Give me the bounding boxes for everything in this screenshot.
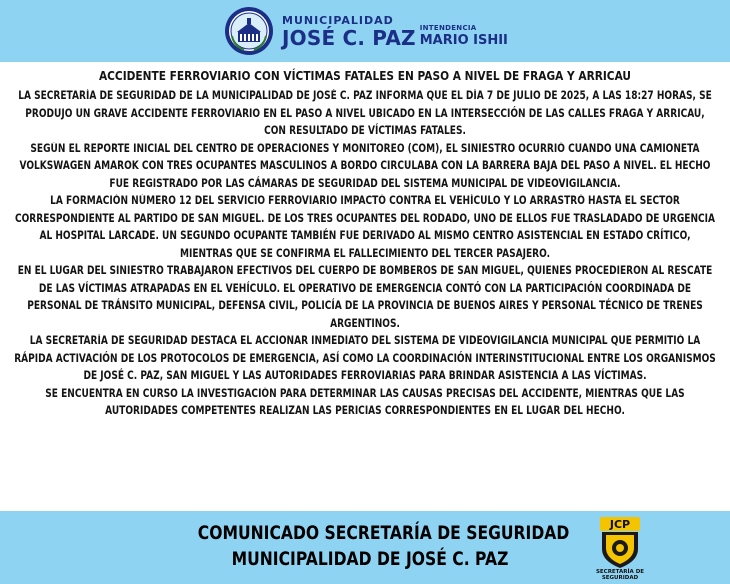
brand-intendente-name: MARIO ISHII	[419, 32, 508, 48]
municipal-seal-icon	[224, 6, 274, 56]
brand-city-name: JOSÉ C. PAZ	[282, 25, 416, 50]
paragraph: LA SECRETARÍA DE SEGURIDAD DESTACA EL ACCIONAR INMEDIATO DEL SISTEMA DE VIDEOVIGILANCIA MUNICIPAL QUE PERMITIÓ LA RÁPIDA ACTIVACIÓN DE LOS PROTOCOLOS DE EMERGENCIA, ASÍ COMO LA COORDINACIÓN INTERINSTITUCIONAL ENTRE LOS ORGANISMOS DE JOSÉ C. PAZ, SAN MIGUEL Y LAS AUTORIDADES FERROVIARIAS PARA BRINDAR ASISTENCIA A LAS VÍCTIMAS.	[14, 334, 716, 382]
badge-caption-line-1: SECRETARÍA DE	[595, 569, 645, 575]
footer-title	[160, 520, 580, 572]
press-release-body	[6, 66, 724, 420]
brand-intendencia-label: INTENDENCIA	[419, 23, 477, 32]
footer-title-line-2: MUNICIPALIDAD DE JOSÉ C. PAZ	[231, 548, 509, 570]
paragraph: SEGÚN EL REPORTE INICIAL DEL CENTRO DE OPERACIONES Y MONITOREO (COM), EL SINIESTRO OCURRIÓ CUANDO UNA CAMIONETA VOLKSWAGEN AMAROK CON TRES OCUPANTES MASCULINOS A BORDO CIRCULABA CON LA BARRERA BAJA DEL PASO A NIVEL. EL HECHO FUE REGISTRADO POR LAS CÁMARAS DE SEGURIDAD DEL SISTEMA MUNICIPAL DE VIDEOVIGILANCIA.	[19, 141, 711, 190]
paragraph: EN EL LUGAR DEL SINIESTRO TRABAJARON EFECTIVOS DEL CUERPO DE BOMBEROS DE SAN MIGUEL, QUIENES PROCEDIERON AL RESCATE DE LAS VÍCTIMAS ATRAPADAS EN EL VEHÍCULO. EL OPERATIVO DE EMERGENCIA CONTÓ CON LA PARTICIPACIÓN COORDINADA DE PERSONAL DE TRÁNSITO MUNICIPAL, DEFENSA CIVIL, POLICÍA DE LA PROVINCIA DE BUENOS AIRES Y PERSONAL TÉCNICO DE TRENES ARGENTINOS.	[17, 264, 713, 330]
brand-text	[282, 15, 508, 48]
badge-caption	[590, 569, 650, 581]
press-release-headline: ACCIDENTE FERROVIARIO CON VÍCTIMAS FATALES EN PASO A NIVEL DE FRAGA Y ARRICAU	[98, 68, 632, 83]
badge-caption-line-2: SEGURIDAD	[601, 575, 639, 581]
footer-title-line-1: COMUNICADO SECRETARÍA DE SEGURIDAD	[197, 522, 570, 544]
badge-jcp-text: JCP	[609, 518, 631, 531]
paragraph: SE ENCUENTRA EN CURSO LA INVESTIGACIÓN PARA DETERMINAR LAS CAUSAS PRECISAS DEL ACCIDENTE, MIENTRAS QUE LAS AUTORIDADES COMPETENTES REALIZAN LAS PERICIAS CORRESPONDIENTES EN EL LUGAR DEL HECHO.	[45, 386, 685, 417]
footer-bar	[0, 511, 730, 584]
paragraph: LA FORMACIÓN NÚMERO 12 DEL SERVICIO FERROVIARIO IMPACTÓ CONTRA EL VEHÍCULO Y LO ARRASTRÓ HASTA EL SECTOR CORRESPONDIENTE AL PARTIDO DE SAN MIGUEL. DE LOS TRES OCUPANTES DEL RODADO, UNO DE ELLOS FUE TRASLADADO DE URGENCIA AL HOSPITAL LARCADE. UN SEGUNDO OCUPANTE TAMBIÉN FUE DERIVADO AL MISMO CENTRO ASISTENCIAL EN ESTADO CRÍTICO, MIENTRAS QUE SE CONFIRMA EL FALLECIMIENTO DEL TERCER PASAJERO.	[14, 194, 716, 260]
security-shield-icon	[590, 515, 650, 569]
paragraph: LA SECRETARÍA DE SEGURIDAD DE LA MUNICIPALIDAD DE JOSÉ C. PAZ INFORMA QUE EL DÍA 7 DE JULIO DE 2025, A LAS 18:27 HORAS, SE PRODUJO UN GRAVE ACCIDENTE FERROVIARIO EN EL PASO A NIVEL UBICADO EN LA INTERSECCIÓN DE LAS CALLES FRAGA Y ARRICAU, CON RESULTADO DE VÍCTIMAS FATALES.	[18, 89, 712, 137]
municipality-logo	[224, 5, 508, 57]
security-badge	[590, 515, 650, 583]
brand-municipalidad: MUNICIPALIDAD	[282, 13, 394, 27]
header-bar	[0, 0, 730, 62]
